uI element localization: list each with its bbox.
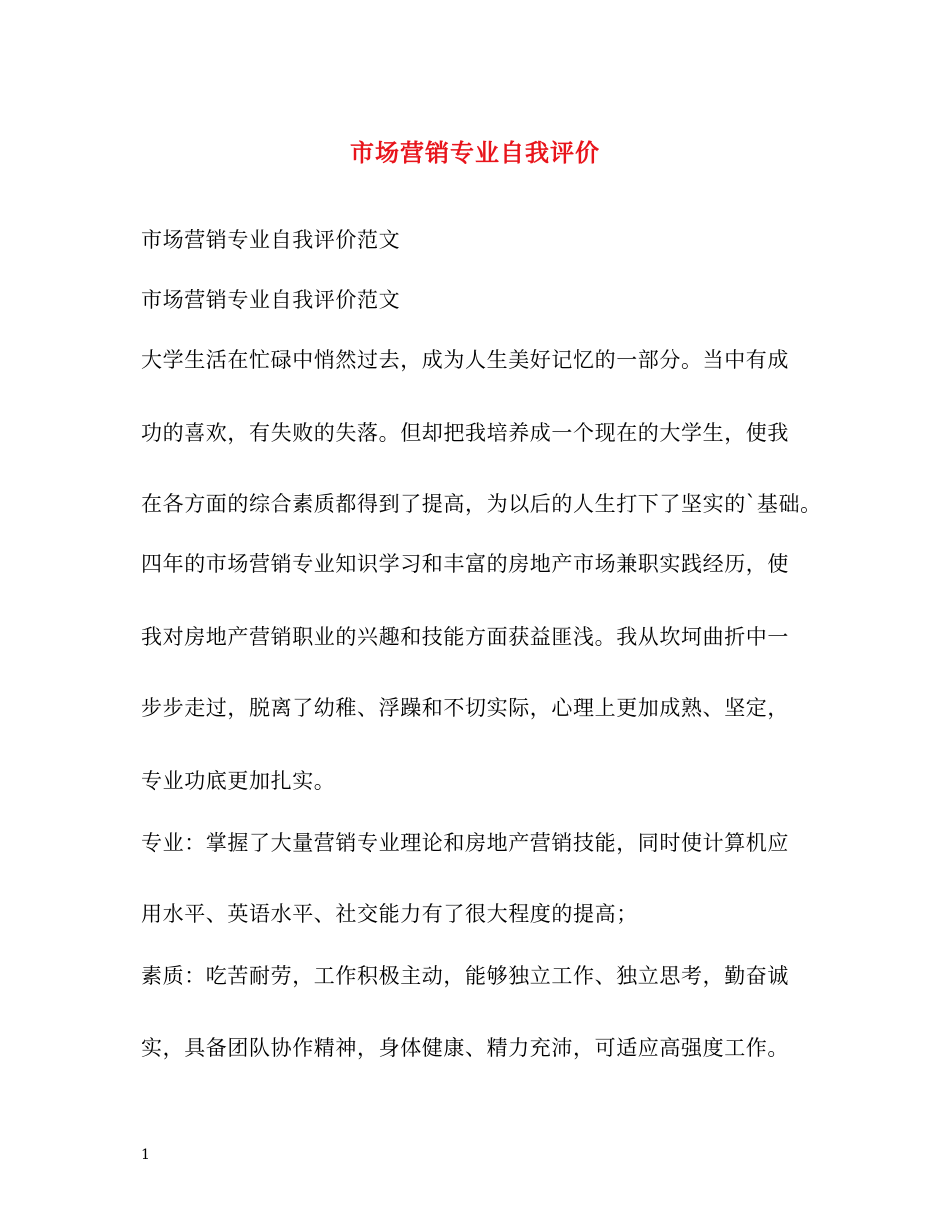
text-line: 四年的市场营销专业知识学习和丰富的房地产市场兼职实践经历，使 — [141, 552, 789, 576]
text-line: 素质：吃苦耐劳，工作积极主动，能够独立工作、独立思考，勤奋诚 — [141, 964, 789, 988]
document-title: 市场营销专业自我评价 — [350, 138, 600, 167]
text-line: 实，具备团队协作精神，身体健康、精力充沛，可适应高强度工作。 — [141, 1036, 789, 1060]
text-line: 我对房地产营销职业的兴趣和技能方面获益匪浅。我从坎坷曲折中一 — [141, 625, 789, 649]
text-line: 在各方面的综合素质都得到了提高，为以后的人生打下了坚实的`基础。 — [141, 492, 822, 516]
text-line: 专业功底更加扎实。 — [141, 769, 336, 793]
page-number: 1 — [141, 1147, 150, 1163]
text-line: 专业：掌握了大量营销专业理论和房地产营销技能，同时使计算机应 — [141, 831, 789, 855]
text-line: 用水平、英语水平、社交能力有了很大程度的提高； — [141, 902, 638, 926]
text-line: 市场营销专业自我评价范文 — [141, 288, 401, 312]
text-line: 大学生活在忙碌中悄然过去，成为人生美好记忆的一部分。当中有成 — [141, 348, 789, 372]
text-line: 步步走过，脱离了幼稚、浮躁和不切实际，心理上更加成熟、坚定， — [141, 696, 789, 720]
text-line: 市场营销专业自我评价范文 — [141, 228, 401, 252]
text-line: 功的喜欢，有失败的失落。但却把我培养成一个现在的大学生，使我 — [141, 421, 789, 445]
